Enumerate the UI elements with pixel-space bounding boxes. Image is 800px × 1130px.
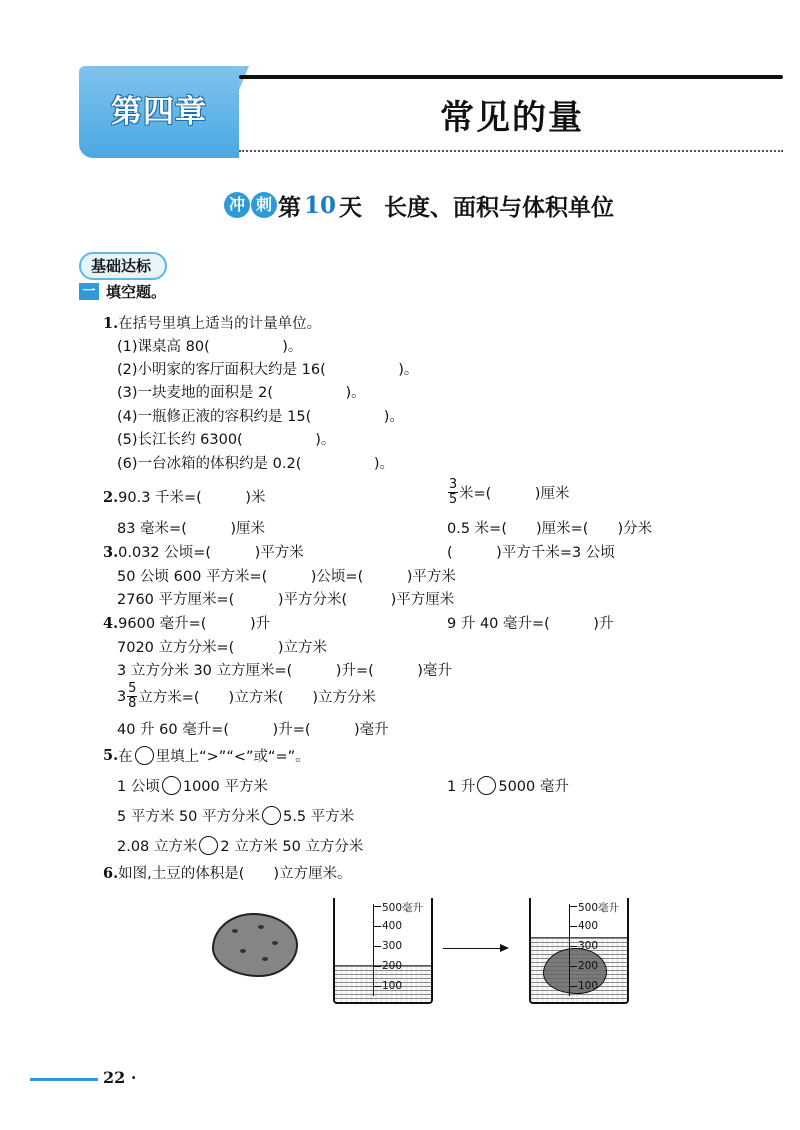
scale-label: 100	[382, 980, 403, 992]
right-quantity: 5.5 平方米	[283, 809, 355, 825]
q4-b: 9 升 40 毫升=( )升	[447, 616, 614, 632]
part-title: 填空题。	[106, 283, 167, 301]
beaker-after-scale	[529, 898, 629, 1004]
question-5	[103, 745, 310, 766]
q4-a	[103, 612, 270, 633]
beaker-before-scale	[333, 898, 433, 1004]
question-stem: 如图,土豆的体积是( )立方厘米。	[118, 866, 352, 882]
fraction	[448, 478, 458, 507]
q1-item-3: (3)一块麦地的面积是 2( )。	[117, 385, 366, 401]
left-quantity: 1 升	[447, 779, 476, 795]
section-label: 基础达标	[79, 252, 167, 280]
scale-label: 200	[382, 960, 403, 972]
answer-circle[interactable]	[199, 836, 218, 855]
q4-a-text: 9600 毫升=( )升	[118, 616, 271, 632]
question-number: 6.	[103, 865, 119, 882]
scale-label: 200	[578, 960, 599, 972]
q5-row-3	[117, 835, 363, 856]
question-number: 3.	[103, 544, 119, 561]
q2-b	[447, 478, 569, 507]
chapter-label: 第四章	[111, 94, 207, 130]
lesson-day: 10	[304, 191, 337, 219]
left-quantity: 2.08 立方米	[117, 839, 198, 855]
page-number-value: 22	[103, 1068, 126, 1087]
footer-rule	[30, 1078, 98, 1081]
numerator: 5	[128, 681, 137, 696]
chapter-title: 常见的量	[440, 98, 584, 138]
q3-d: 2760 平方厘米=( )平方分米( )平方厘米	[117, 592, 455, 608]
q5-row-1b	[447, 775, 569, 796]
q4-f: 40 升 60 毫升=( )升=( )毫升	[117, 722, 389, 738]
q2-a	[103, 486, 266, 507]
scale-label: 400	[382, 920, 403, 932]
numerator: 3	[448, 477, 458, 492]
scale-label: 100	[578, 980, 599, 992]
left-quantity: 1 公顷	[117, 779, 160, 795]
q5-stem-b: 里填上“>”“<”或“=”。	[155, 749, 310, 765]
q2-c: 83 毫米=( )厘米	[117, 521, 266, 537]
q1-item-1: (1)课桌高 80( )。	[117, 339, 303, 355]
scale-label: 400	[578, 920, 599, 932]
q3-b: ( )平方千米=3 公顷	[447, 545, 615, 561]
potato-illustration	[212, 913, 298, 977]
q1-item-2: (2)小明家的客厅面积大约是 16( )。	[117, 362, 419, 378]
header-rule	[239, 75, 783, 79]
question-number: 5.	[103, 747, 119, 764]
left-quantity: 5 平方米 50 平方分米	[117, 809, 261, 825]
scale-label: 500毫升	[382, 902, 424, 914]
q1-item-5: (5)长江长约 6300( )。	[117, 432, 336, 448]
question-number: 2.	[103, 489, 119, 506]
scale-label: 500毫升	[578, 902, 620, 914]
question-stem: 在括号里填上适当的计量单位。	[118, 316, 322, 332]
right-quantity: 2 立方米 50 立方分米	[220, 839, 364, 855]
q1-item-6: (6)一台冰箱的体积约是 0.2( )。	[117, 456, 395, 472]
page-number: 22 ·	[103, 1068, 137, 1087]
q1-item-4: (4)一瓶修正液的容积约是 15( )。	[117, 409, 404, 425]
denominator: 5	[448, 492, 458, 507]
q4-e	[117, 682, 376, 711]
badge-ci: 刺	[251, 192, 277, 218]
scale-label: 300	[382, 940, 403, 952]
answer-circle[interactable]	[262, 806, 281, 825]
answer-circle[interactable]	[162, 776, 181, 795]
lesson-pre: 第	[278, 194, 301, 221]
q3-a-text: 0.032 公顷=( )平方米	[118, 545, 304, 561]
answer-circle[interactable]	[477, 776, 496, 795]
q5-row-1a	[117, 775, 268, 796]
q5-stem-a: 在	[118, 749, 133, 765]
q3-c: 50 公顷 600 平方米=( )公顷=( )平方米	[117, 569, 456, 585]
question-1	[103, 312, 321, 333]
q2-a-text: 90.3 千米=( )米	[118, 490, 266, 506]
q2-b-text: 米=( )厘米	[459, 486, 570, 502]
scale-label: 300	[578, 940, 599, 952]
fraction	[127, 682, 137, 711]
lesson-title	[224, 188, 614, 222]
right-quantity: 1000 平方米	[182, 779, 268, 795]
q4-d: 3 立方分米 30 立方厘米=( )升=( )毫升	[117, 663, 452, 679]
question-number: 1.	[103, 315, 119, 332]
right-quantity: 5000 毫升	[498, 779, 569, 795]
question-6	[103, 862, 352, 883]
q4-c: 7020 立方分米=( )立方米	[117, 640, 327, 656]
q5-row-2	[117, 805, 354, 826]
compare-circle-icon	[135, 746, 154, 765]
header-dotted-rule	[239, 150, 783, 152]
lesson-post: 天	[339, 194, 363, 221]
arrow-icon	[443, 948, 503, 949]
lesson-topic: 长度、面积与体积单位	[384, 194, 615, 221]
q2-d: 0.5 米=( )厘米=( )分米	[447, 521, 653, 537]
arrow-head-icon	[500, 944, 509, 952]
q3-a	[103, 541, 304, 562]
badge-chong: 冲	[224, 192, 250, 218]
whole-number: 3	[117, 688, 127, 705]
denominator: 8	[128, 696, 137, 711]
question-number: 4.	[103, 615, 119, 632]
part-number: 一	[79, 283, 99, 300]
q4-e-text: 立方米=( )立方米( )立方分米	[138, 690, 377, 706]
